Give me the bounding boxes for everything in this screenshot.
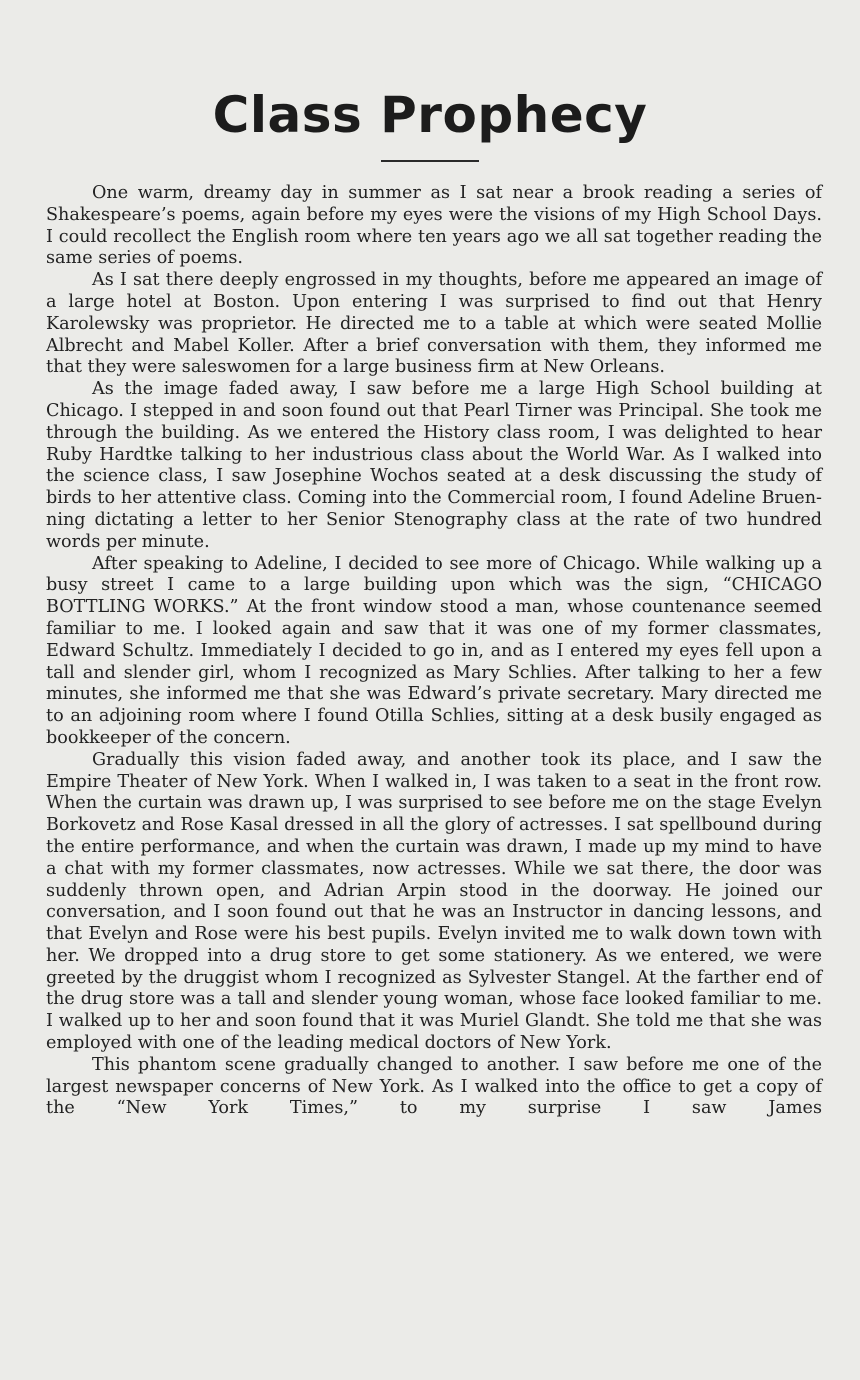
paragraph: After speaking to Adeline, I decided to see more of Chicago. While walking up a busy street I came to a large building upon which was the sign, “CHICAGO BOTTLING WORKS.” At the front window stood a man, whose countenance seemed familiar to me. I looked again and saw that it was one of my former classmates, Edward Schultz. Immediately I decided to go in, and as I entered my eyes fell upon a tall and slender girl, whom I recognized as Mary Schlies. After talking to her a few minutes, she informed me that she was Edward’s private secretary. Mary directed me to an adjoining room where I found Otilla Schlies, sitting at a desk busily engaged as bookkeeper of the concern. <box>46 553 822 748</box>
paragraph: Gradually this vision faded away, and another took its place, and I saw the Empire Theater of New York. When I walked in, I was taken to a seat in the front row. When the curtain was drawn up, I was surprised to see before me on the stage Evelyn Borkovetz and Rose Kasal dressed in all the glory of actresses. I sat spellbound during the entire performance, and when the curtain was drawn, I made up my mind to have a chat with my former classmates, now actresses. While we sat there, the door was suddenly thrown open, and Adrian Arpin stood in the doorway. He joined our conversation, and I soon found out that he was an Instructor in dancing lessons, and that Evelyn and Rose were his best pupils. Evelyn invited me to walk down town with her. We dropped into a drug store to get some stationery. As we entered, we were greeted by the druggist whom I recognized as Sylvester Stangel. At the farther end of the drug store was a tall and slender young woman, whose face looked familiar to me. I walked up to her and soon found that it was Muriel Glandt. She told me that she was employed with one of the leading medical doctors of New York. <box>46 749 822 1054</box>
paragraph: This phantom scene gradually changed to another. I saw before me one of the largest newspaper concerns of New York. As I walked into the office to get a copy of the “New York Times,” to my surprise I saw James <box>46 1054 822 1119</box>
article-body <box>46 183 822 1120</box>
paragraph: As I sat there deeply engrossed in my thoughts, before me appeared an image of a large hotel at Boston. Upon entering I was surprised to find out that Henry Karolewsky was proprietor. He directed me to a table at which were seated Mollie Albrecht and Mabel Koller. After a brief conversation with them, they informed me that they were saleswomen for a large business firm at New Orleans. <box>46 270 822 378</box>
paragraph: As the image faded away, I saw before me a large High School building at Chicago. I stepped in and soon found out that Pearl Tirner was Principal. She took me through the building. As we entered the History class room, I was delighted to hear Ruby Hardtke talking to her industrious class about the World War. As I walked into the science class, I saw Josephine Wochos seated at a desk discussing the study of birds to her attentive class. Coming into the Commercial room, I found Adeline Bruenning dictating a letter to her Senior Stenography class at the rate of two hundred words per minute. <box>46 379 822 552</box>
paragraph: One warm, dreamy day in summer as I sat near a brook reading a series of Shakespeare’s poems, again before my eyes were the visions of my High School Days. I could recollect the English room where ten years ago we all sat together reading the same series of poems. <box>46 183 822 269</box>
title-divider <box>381 160 479 162</box>
page-title: Class Prophecy <box>212 86 648 144</box>
